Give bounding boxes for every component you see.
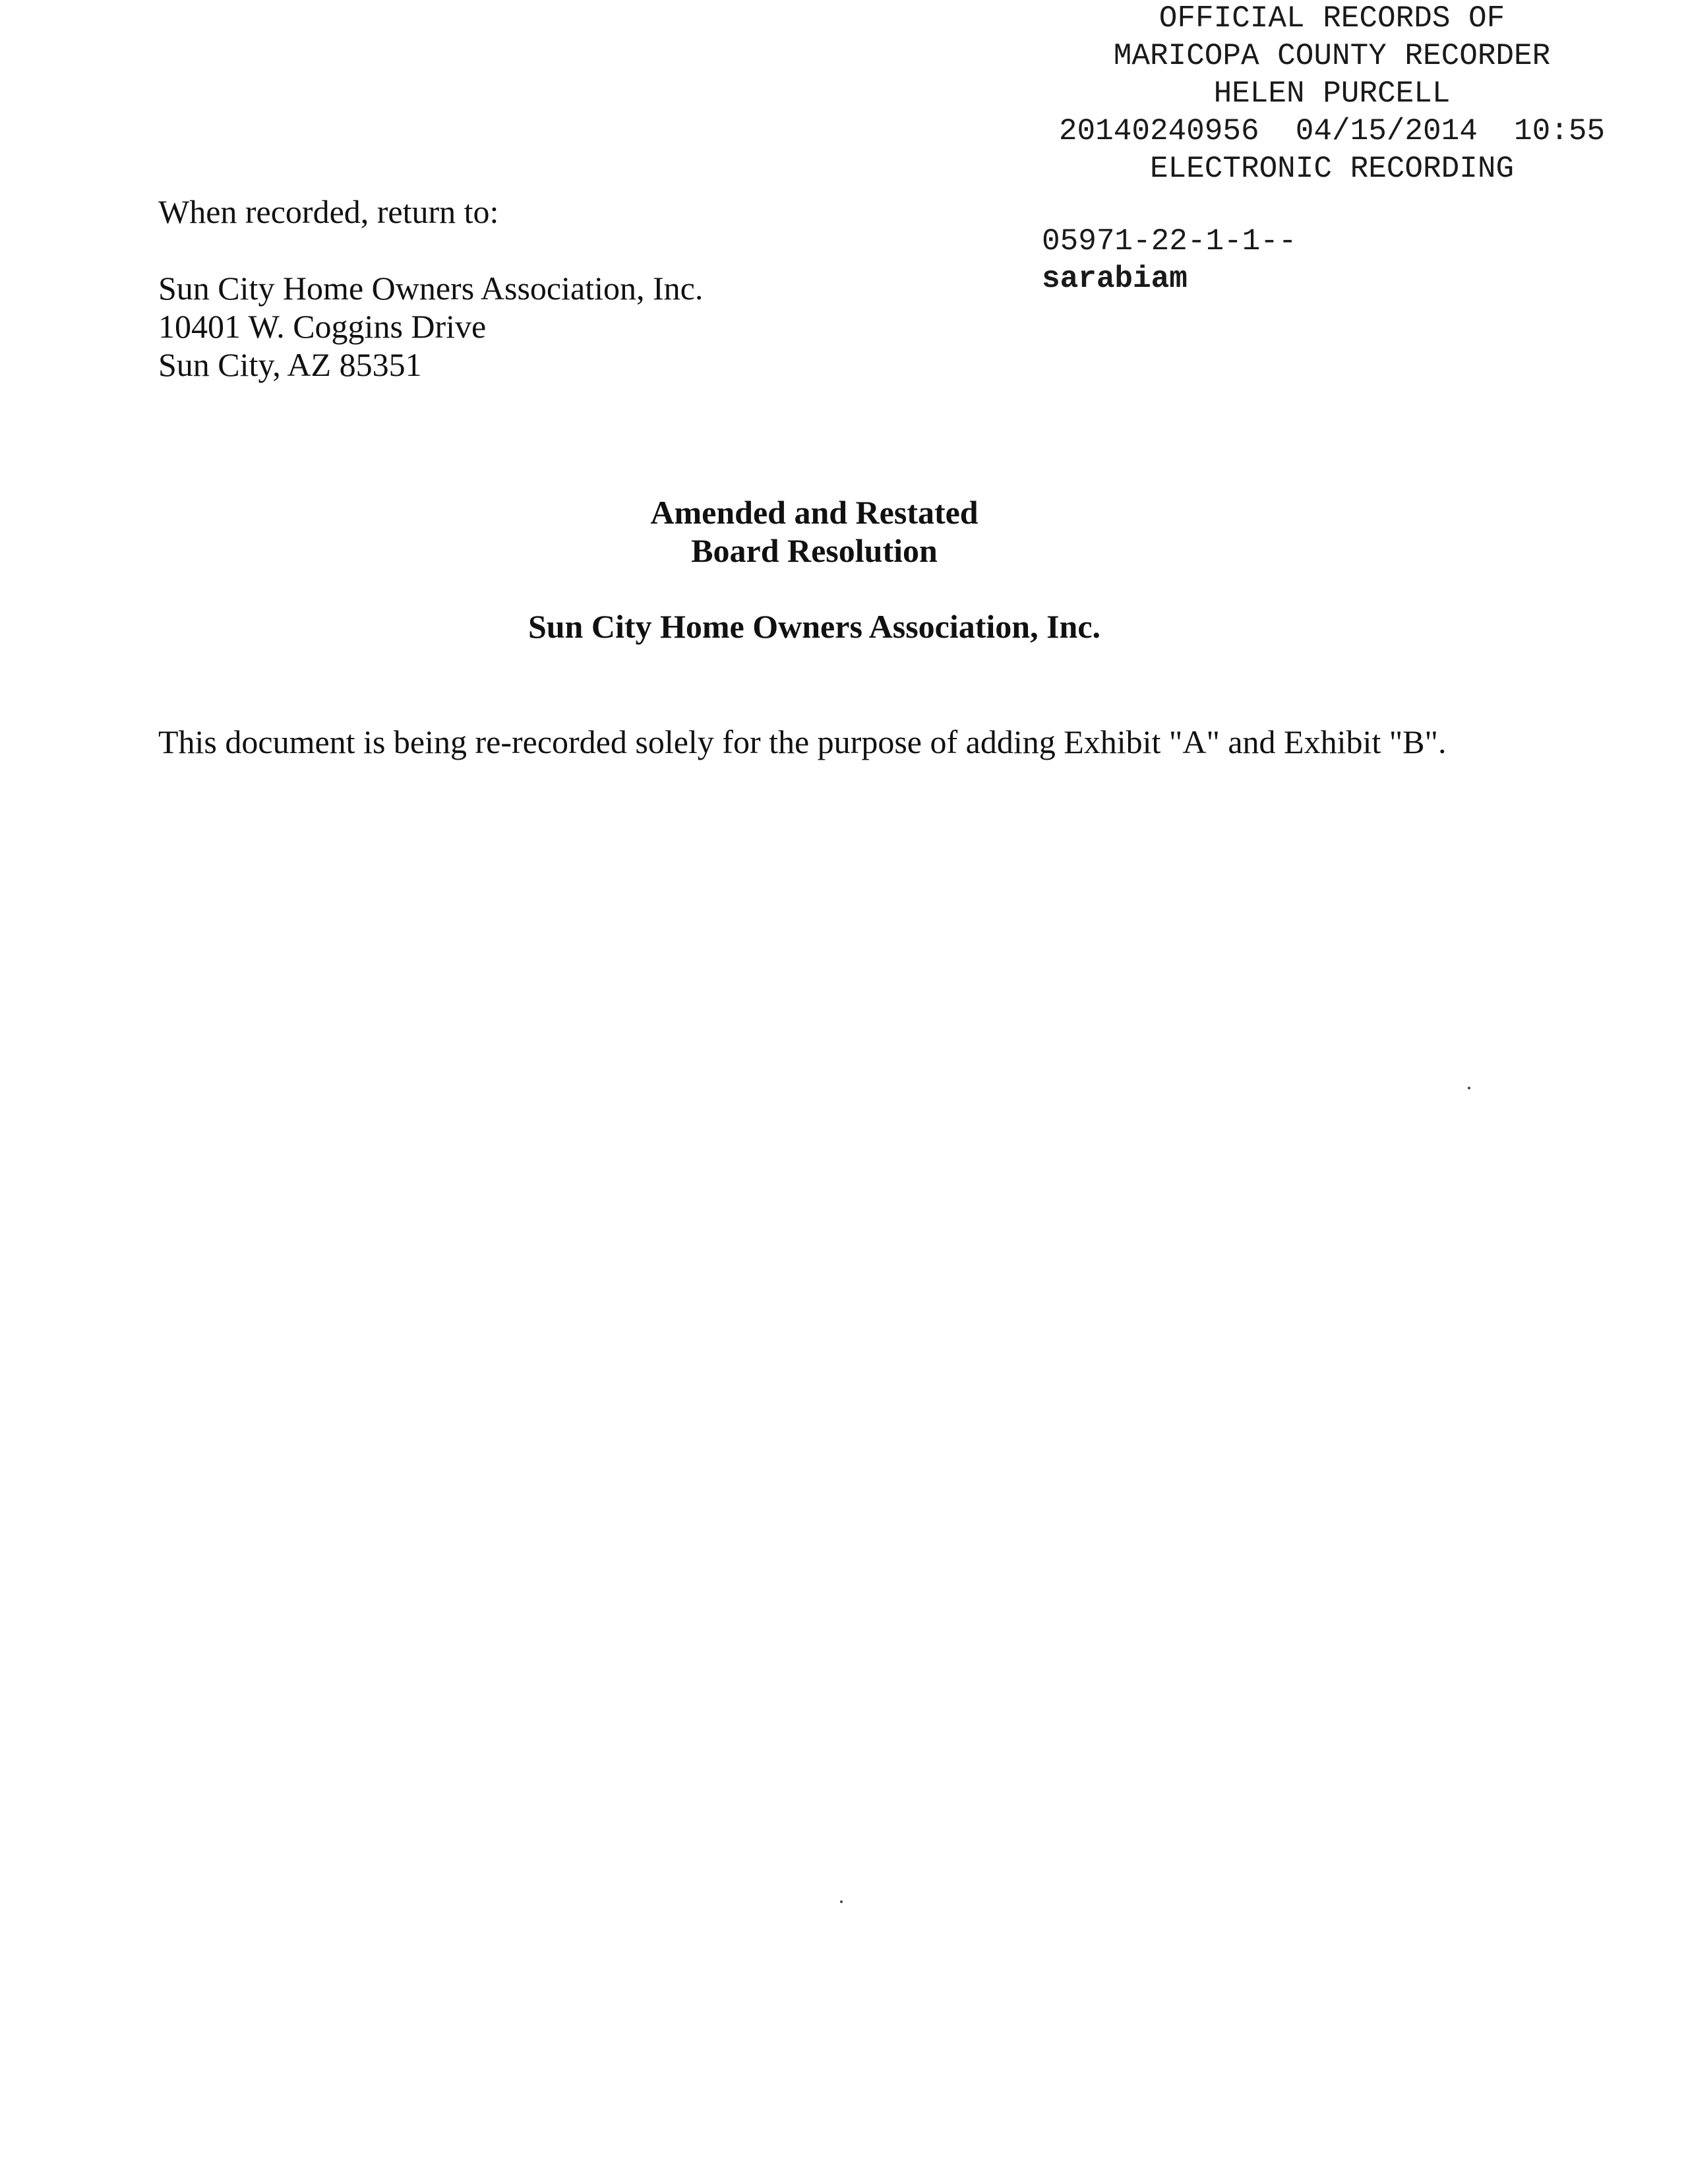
stamp-line-recording-type: ELECTRONIC RECORDING bbox=[1149, 152, 1515, 186]
stamp-metadata bbox=[1042, 223, 1296, 298]
title-line-2: Board Resolution bbox=[691, 532, 938, 569]
stamp-line-official-records: OFFICIAL RECORDS OF bbox=[1159, 1, 1505, 36]
document-title bbox=[0, 493, 1629, 646]
clerk-id: sarabiam bbox=[1042, 262, 1188, 296]
return-to-city: Sun City, AZ 85351 bbox=[158, 346, 422, 383]
stamp-line-recording-number: 20140240956 04/15/2014 10:55 bbox=[1058, 114, 1606, 148]
recorder-stamp bbox=[989, 0, 1675, 188]
title-organization: Sun City Home Owners Association, Inc. bbox=[528, 608, 1101, 645]
body-paragraph: This document is being re-recorded solely for the purpose of adding Exhibit "A" and Exhibit "B". bbox=[158, 723, 1447, 760]
title-line-1: Amended and Restated bbox=[650, 494, 979, 531]
return-to-label: When recorded, return to: bbox=[158, 193, 499, 230]
scan-speck bbox=[1468, 1087, 1470, 1089]
stamp-line-recorder-name: HELEN PURCELL bbox=[1213, 76, 1451, 111]
return-to-street: 10401 W. Coggins Drive bbox=[158, 308, 487, 345]
return-to-name: Sun City Home Owners Association, Inc. bbox=[158, 270, 704, 307]
stamp-line-county-recorder: MARICOPA COUNTY RECORDER bbox=[1113, 39, 1551, 73]
parcel-code: 05971-22-1-1-- bbox=[1042, 224, 1297, 258]
return-address-block bbox=[158, 193, 703, 384]
scan-speck bbox=[840, 1900, 843, 1903]
